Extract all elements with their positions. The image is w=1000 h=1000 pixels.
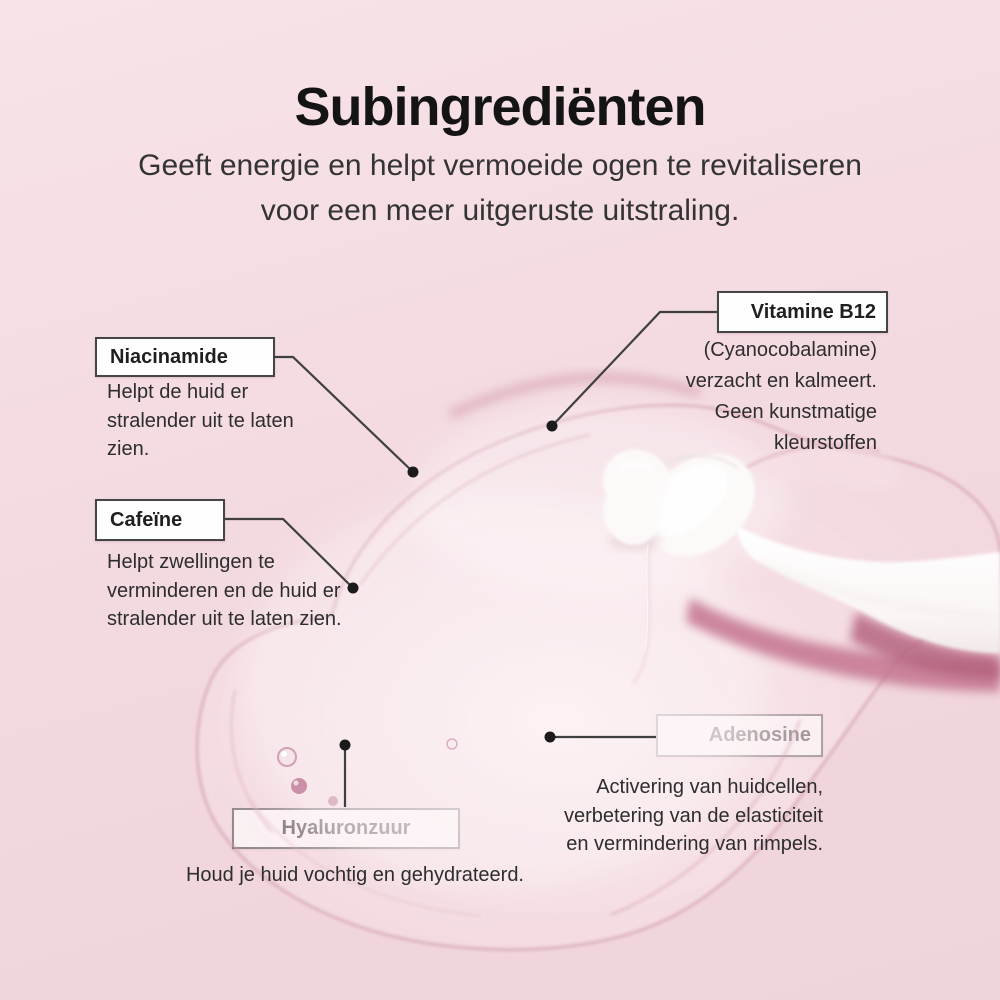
hyaluronzuur-anchor-dot [340,740,351,751]
subtitle-line-2: voor een meer uitgeruste uitstraling. [260,194,740,227]
niacinamide-label: Niacinamide [110,345,228,368]
adenosine-anchor-dot [545,732,556,743]
hyaluronzuur-description: Houd je huid vochtig en gehydrateerd. [185,864,524,886]
cafeine-description: Helpt zwellingen te verminderen en de huid er stralender uit te laten zien. [107,551,342,630]
page-title: Subingrediënten [294,77,706,137]
cafeine-label: Cafeïne [110,508,183,531]
vitamine-b12-description: (Cyanocobalamine) verzacht en kalmeert. Geen kunstmatige kleurstoffen [685,339,877,454]
subtitle-line-1: Geeft energie en helpt vermoeide ogen te revitaliseren [138,149,862,182]
vitamine-b12-anchor-dot [547,421,558,432]
vitamine-b12-label: Vitamine B12 [750,300,876,323]
niacinamide-anchor-dot [408,467,419,478]
adenosine-description: Activering van huidcellen, verbetering van de elasticiteit en vermindering van rimpels. [563,776,823,855]
niacinamide-description: Helpt de huid er stralender uit te laten zien. [107,381,294,460]
